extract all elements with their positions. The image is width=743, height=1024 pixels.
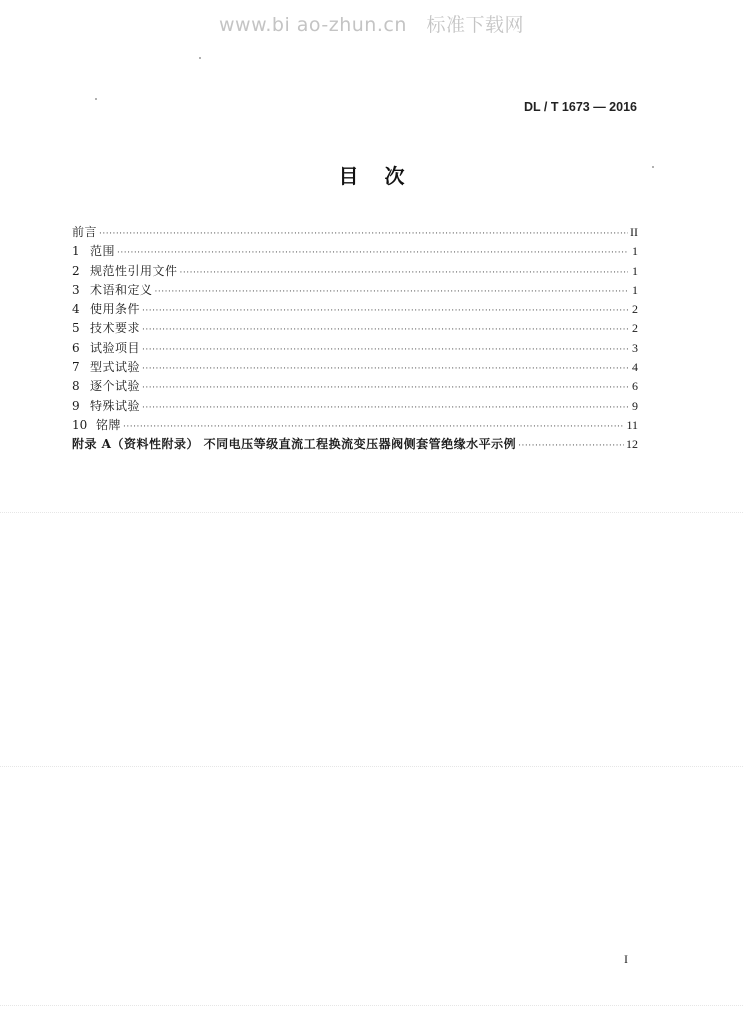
toc-entry-foreword[interactable] [72,223,638,242]
toc-section-number: 4 [72,302,80,317]
toc-label: 特殊试验 [90,398,141,413]
toc-section-number: 6 [72,340,80,355]
watermark-text: www.bi ao-zhun.cn 标准下载网 [218,14,524,36]
toc-section-number: 10 [72,417,88,432]
toc-entry-2[interactable] [72,262,638,281]
page-title: 目次 [338,164,431,188]
toc-page-number: 3 [632,340,638,355]
toc-page-number: II [630,225,638,239]
toc-entry-6[interactable] [72,339,638,358]
toc-entry-8[interactable] [72,377,638,396]
toc-entry-7[interactable] [72,358,638,377]
toc-label: 附录 A（资料性附录） 不同电压等级直流工程换流变压器阀侧套管绝缘水平示例 [72,437,517,452]
toc-leader-dots [142,399,628,418]
toc-label: 前言 [72,225,98,239]
toc-entry-annex-a[interactable] [72,435,638,454]
toc-leader-dots [142,321,628,340]
table-of-contents [72,223,638,455]
toc-section-number: 2 [72,263,80,278]
toc-entry-3[interactable] [72,281,638,300]
toc-page-number: 1 [632,263,638,278]
toc-entry-4[interactable] [72,300,638,319]
page-number: I [624,952,628,966]
toc-page-number: 4 [632,360,638,375]
toc-leader-dots [142,341,628,360]
toc-label: 逐个试验 [90,379,141,394]
toc-section-number: 7 [72,360,80,375]
toc-label: 铭牌 [96,417,122,432]
toc-leader-dots [117,244,628,263]
toc-section-number: 3 [72,282,80,297]
toc-label: 试验项目 [90,340,141,355]
toc-entry-1[interactable] [72,242,638,261]
toc-leader-dots [142,379,628,398]
toc-label: 规范性引用文件 [90,263,178,278]
toc-leader-dots [99,225,628,244]
toc-leader-dots [180,264,628,283]
toc-leader-dots [518,437,624,456]
toc-section-number: 8 [72,379,80,394]
toc-entry-5[interactable] [72,319,638,338]
toc-page-number: 9 [632,398,638,413]
toc-page-number: 2 [632,321,638,336]
toc-page-number: 12 [626,437,638,452]
toc-label: 术语和定义 [90,282,153,297]
document-code: DL / T 1673 — 2016 [523,100,637,114]
toc-page-number: 1 [632,244,638,259]
toc-entry-10[interactable] [72,416,638,435]
toc-leader-dots [142,360,628,379]
toc-section-number: 5 [72,321,80,336]
toc-label: 使用条件 [90,302,141,317]
toc-label: 型式试验 [90,360,141,375]
toc-label: 范围 [90,244,116,259]
toc-page-number: 1 [632,282,638,297]
toc-entry-9[interactable] [72,397,638,416]
toc-section-number: 9 [72,398,80,413]
toc-leader-dots [155,283,628,302]
toc-section-number: 1 [72,244,80,259]
scan-speck [199,57,201,59]
scan-artifact-line [0,512,743,513]
scan-speck [652,166,654,168]
toc-page-number: 11 [626,417,638,432]
toc-leader-dots [142,302,628,321]
scan-artifact-line [0,1005,743,1006]
toc-page-number: 6 [632,379,638,394]
toc-label: 技术要求 [90,321,141,336]
scan-speck [95,98,97,100]
scan-artifact-line [0,766,743,767]
toc-page-number: 2 [632,302,638,317]
